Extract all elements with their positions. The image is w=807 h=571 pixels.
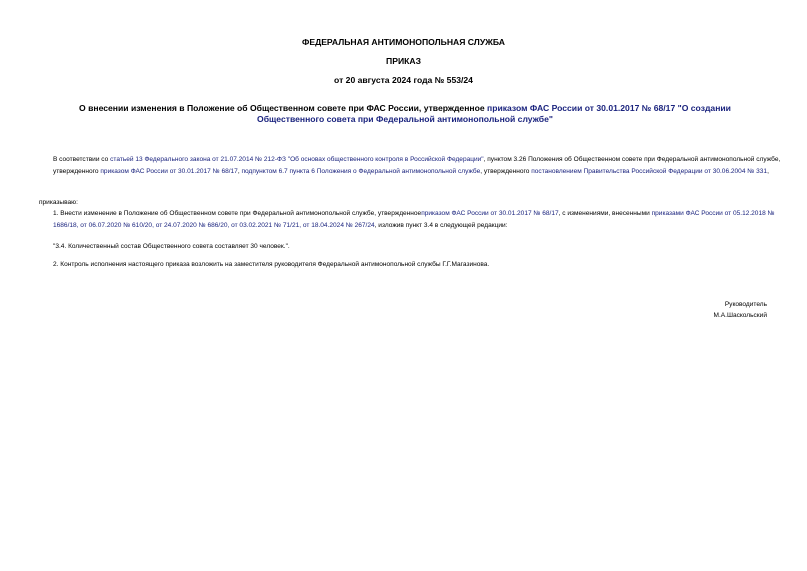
signature-name: М.А.Шаскольский [713, 312, 767, 319]
subject-link[interactable]: приказом ФАС России от 30.01.2017 № 68/17 "О создании Общественного совета при Федеральной антимонопольной службе" [257, 103, 731, 124]
item-2-paragraph: 2. Контроль исполнения настоящего приказа возложить на заместителя руководителя Федеральной антимонопольной службы Г.Г.Магазинова. [53, 261, 490, 268]
item1-text-3: , изложив пункт 3.4 в следующей редакции: [374, 221, 508, 229]
item1-text-1: 1. Внести изменение в Положение об Общественном совете при Федеральной антимонопольной службе, утвержденное [53, 210, 422, 217]
document-date-number: от 20 августа 2024 года № 553/24 [334, 75, 473, 85]
order-word: приказываю: [39, 199, 78, 206]
preamble-link-order[interactable]: приказом ФАС России от 30.01.2017 № 68/17 [100, 167, 238, 175]
quote-paragraph: "3.4. Количественный состав Общественного совета составляет 30 человек.". [53, 243, 290, 250]
preamble-text-3: , [237, 167, 242, 175]
document-type: ПРИКАЗ [386, 56, 421, 66]
subject-text: О внесении изменения в Положение об Общественном совете при ФАС России, утвержденное [79, 103, 488, 113]
preamble-text-5: , [767, 167, 769, 175]
preamble-text-4: , утвержденного [480, 167, 532, 175]
item1-text-2: , с изменениями, внесенными [558, 210, 652, 217]
preamble-link-regulation[interactable]: подпунктом 6.7 пункта 6 Положения о Федеральной антимонопольной службе [241, 167, 481, 175]
item-1-paragraph [39, 208, 785, 231]
preamble-text-2: , пунктом 3.26 Положения об Общественном совете при Федеральной антимонопольной службе, утвержденного [53, 156, 781, 175]
item1-link-amendments[interactable]: приказами ФАС России от 05.12.2018 № 1686/18, от 06.07.2020 № 610/20, от 24.07.2020 № 686/20, от 03.02.2021 № 71/21, от 18.04.2024 № 267/24 [53, 210, 775, 229]
preamble-text-1: В соответствии со [53, 156, 111, 163]
preamble-paragraph [39, 154, 785, 177]
agency-title: ФЕДЕРАЛЬНАЯ АНТИМОНОПОЛЬНАЯ СЛУЖБА [302, 37, 505, 47]
signature-title: Руководитель [724, 301, 767, 308]
preamble-link-resolution[interactable]: постановлением Правительства Российской Федерации от 30.06.2004 № 331 [531, 167, 768, 175]
item1-link-order[interactable]: приказом ФАС России от 30.01.2017 № 68/17 [421, 210, 559, 217]
document-subject [60, 103, 750, 125]
preamble-link-law[interactable]: статьей 13 Федерального закона от 21.07.2014 № 212-ФЗ "Об основах общественного контроля в Российской Федерации" [110, 156, 484, 163]
